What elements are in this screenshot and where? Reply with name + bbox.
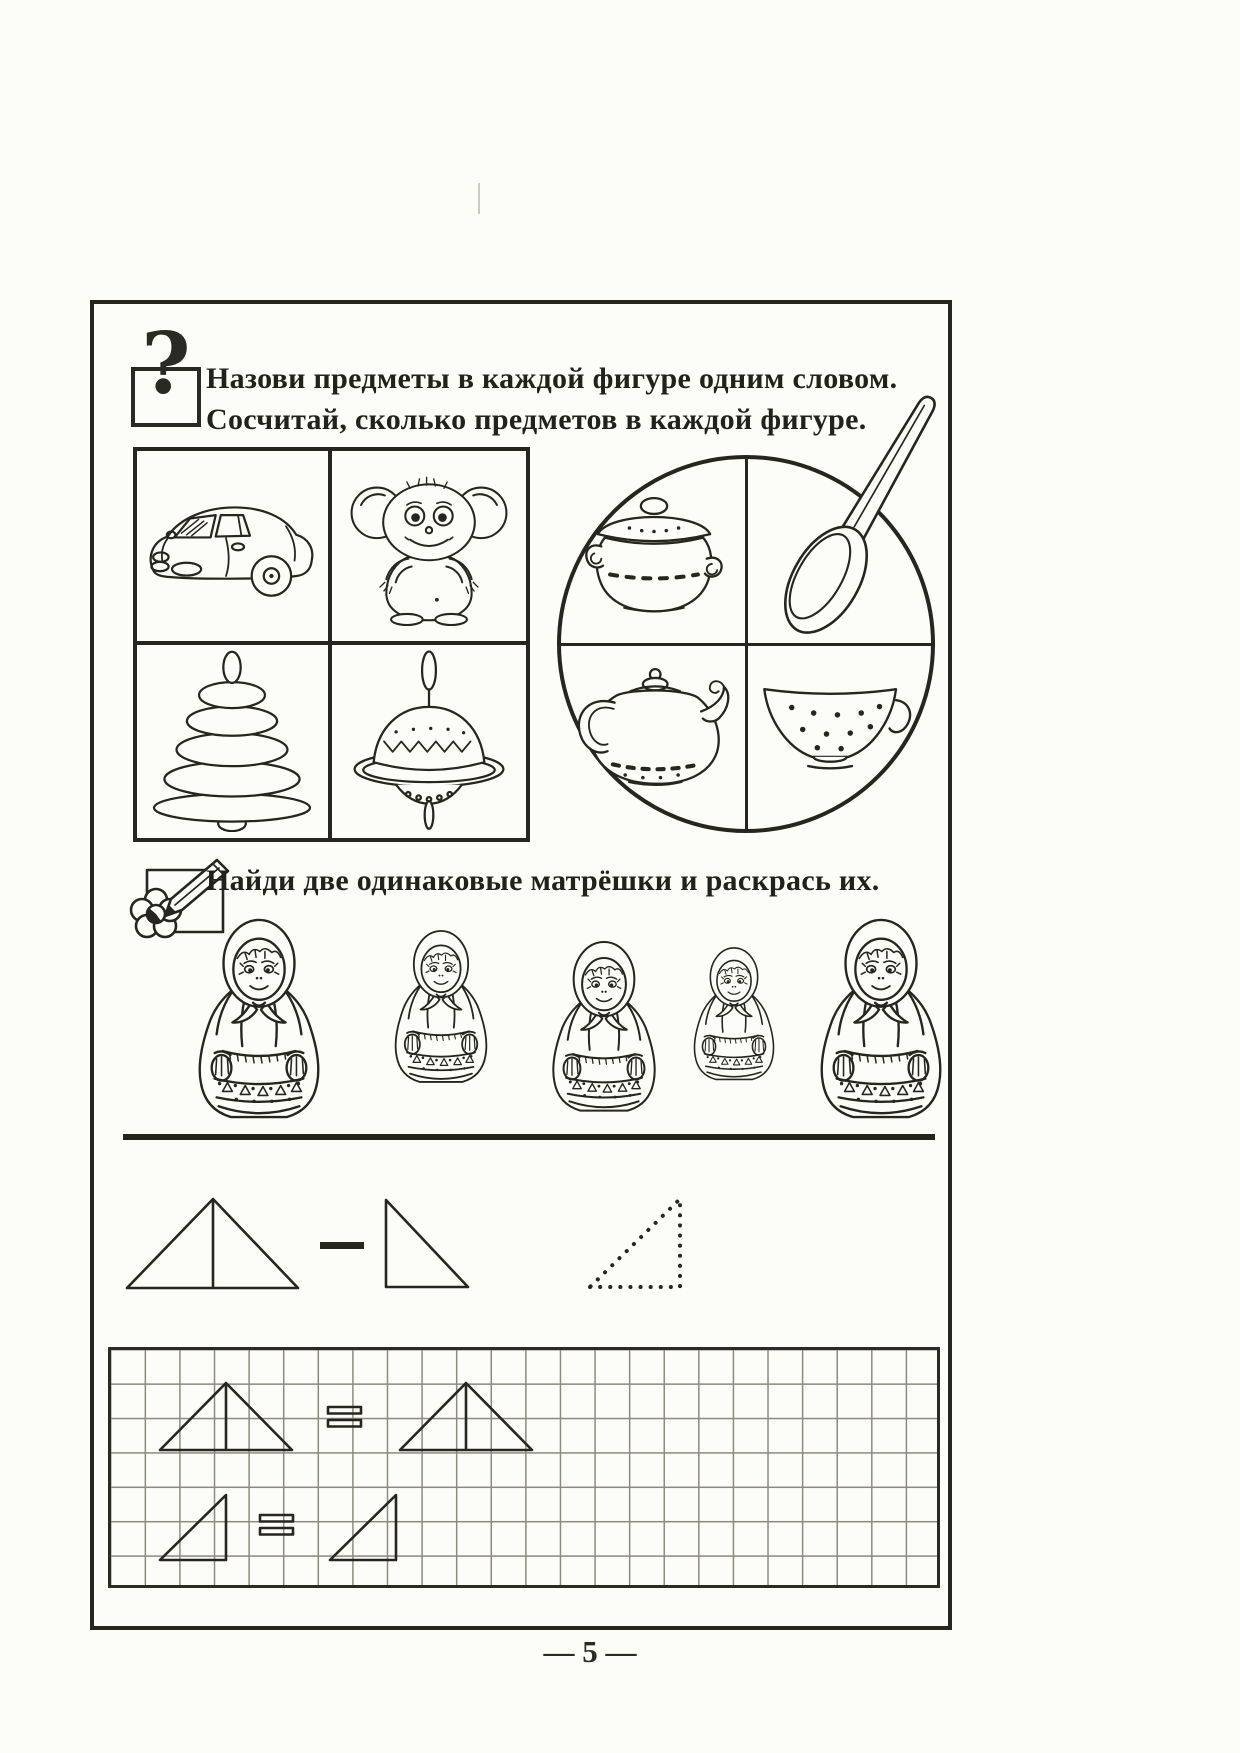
square-cell-spinning-top	[332, 645, 527, 839]
grid-small-triangle-1	[160, 1495, 226, 1560]
square-cell-pyramid	[137, 645, 332, 839]
dotted-right-triangle	[590, 1199, 680, 1287]
grid-figures	[111, 1350, 937, 1585]
right-triangle	[386, 1200, 468, 1287]
writing-grid	[108, 1347, 940, 1588]
task1-line1: Назови предметы в каждой фигуре одним словом.	[206, 362, 898, 395]
minus-icon	[320, 1242, 364, 1249]
square-cell-car	[137, 451, 332, 645]
grid-triangle-2	[400, 1383, 532, 1450]
triangle-with-median	[127, 1199, 298, 1288]
matryoshka-3	[545, 928, 663, 1128]
spinning-top-drawing	[350, 648, 508, 834]
cheburashka-drawing	[350, 460, 508, 632]
matryoshka-5	[812, 913, 950, 1128]
matryoshka-2	[388, 928, 494, 1088]
task2-instruction: Найди две одинаковые матрёшки и раскрась их.	[206, 864, 880, 897]
matryoshka-4	[688, 945, 780, 1085]
grid-small-triangle-2	[330, 1495, 396, 1560]
question-mark-icon: ?	[141, 314, 191, 413]
equals-icon	[260, 1515, 293, 1535]
section-divider	[123, 1134, 935, 1140]
grid-triangle-1	[160, 1383, 292, 1450]
scan-artifact	[478, 183, 480, 214]
square-cell-cheburashka	[332, 451, 527, 645]
pyramid-toy-drawing	[148, 650, 316, 832]
cup-drawing	[757, 675, 917, 783]
task1-line2: Сосчитай, сколько предметов в каждой фигуре.	[206, 403, 867, 436]
teapot-drawing	[567, 657, 739, 803]
page-number: — 5 —	[543, 1634, 637, 1669]
frying-pan-drawing	[747, 357, 947, 649]
cooking-pot-drawing	[575, 487, 733, 633]
four-part-square	[133, 447, 530, 842]
triangle-exercise	[120, 1190, 700, 1302]
car-drawing	[142, 476, 322, 616]
equals-icon	[328, 1407, 361, 1427]
matryoshka-1	[190, 913, 328, 1128]
